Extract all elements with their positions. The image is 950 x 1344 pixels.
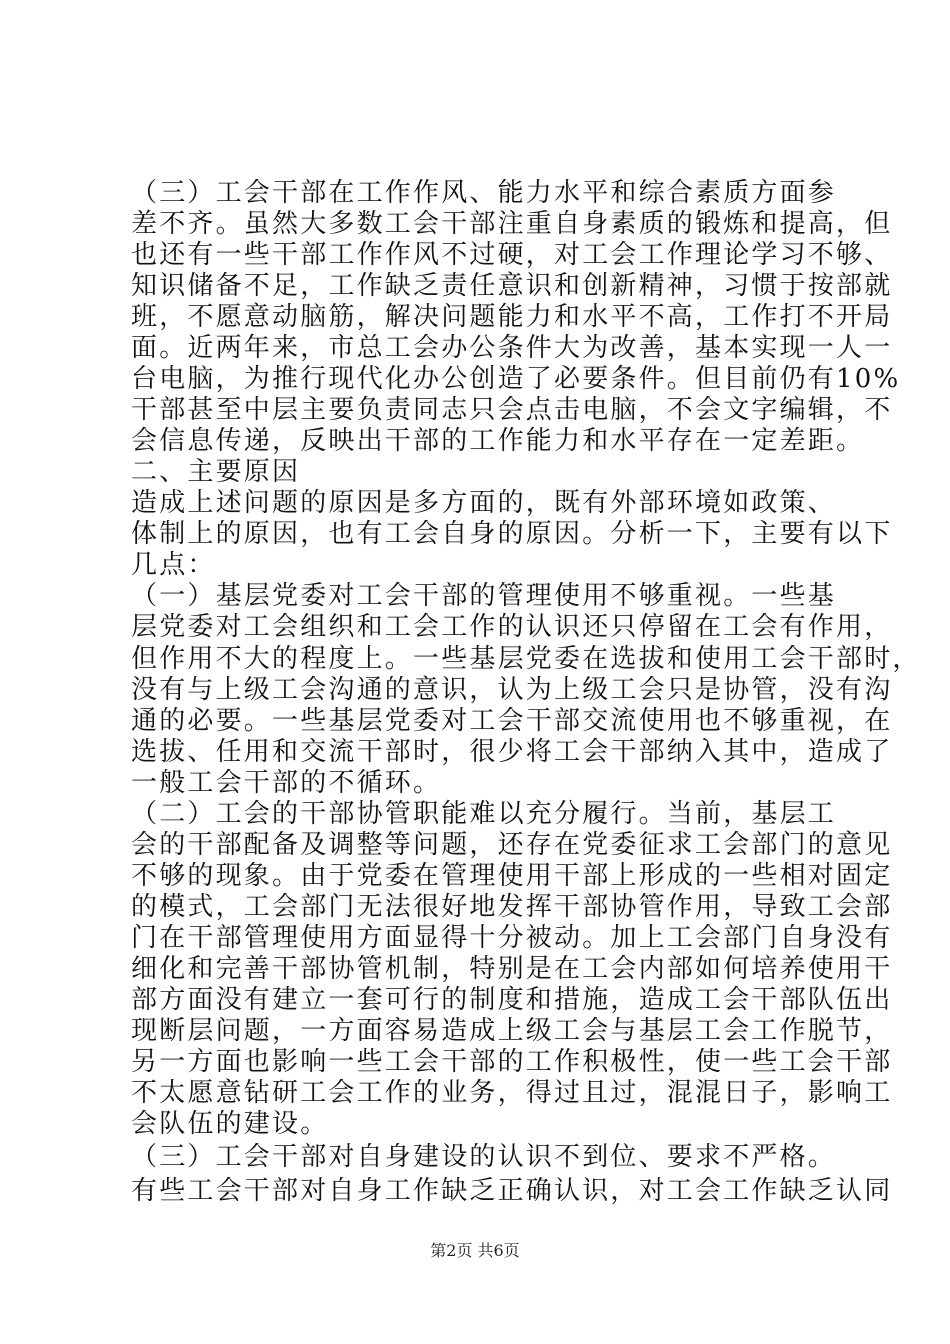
text-line: 有些工会干部对自身工作缺乏正确认识，对工会工作缺乏认同 [131, 1176, 893, 1206]
text-line: （三）工会干部在工作作风、能力水平和综合素质方面参 [131, 178, 837, 208]
text-line: 但作用不大的程度上。一些基层党委在选拔和使用工会干部时， [131, 644, 921, 674]
text-line: 台电脑，为推行现代化办公创造了必要条件。但目前仍有10% [131, 364, 901, 394]
text-line: 体制上的原因，也有工会自身的原因。分析一下，主要有以下 [131, 519, 893, 549]
text-line: 差不齐。虽然大多数工会干部注重自身素质的锻炼和提高，但 [131, 209, 893, 239]
text-line: 会队伍的建设。 [131, 1109, 329, 1139]
text-line: 没有与上级工会沟通的意识，认为上级工会只是协管，没有沟 [131, 675, 893, 705]
text-line: 门在干部管理使用方面显得十分被动。加上工会部门自身没有 [131, 923, 893, 953]
text-line: 另一方面也影响一些工会干部的工作积极性，使一些工会干部 [131, 1047, 893, 1077]
text-line: 二、主要原因 [131, 457, 301, 487]
text-line: 一般工会干部的不循环。 [131, 768, 442, 798]
text-line: 会信息传递，反映出干部的工作能力和水平存在一定差距。 [131, 426, 865, 456]
text-line: （二）工会的干部协管职能难以充分履行。当前，基层工 [131, 799, 837, 829]
text-line: 的模式，工会部门无法很好地发挥干部协管作用，导致工会部 [131, 892, 893, 922]
text-line: 干部甚至中层主要负责同志只会点击电脑，不会文字编辑，不 [131, 395, 893, 425]
text-line: 知识储备不足，工作缺乏责任意识和创新精神，习惯于按部就 [131, 271, 893, 301]
text-line: 面。近两年来，市总工会办公条件大为改善，基本实现一人一 [131, 333, 893, 363]
text-line: 也还有一些干部工作作风不过硬，对工会工作理论学习不够、 [131, 240, 893, 270]
text-line: 现断层问题，一方面容易造成上级工会与基层工会工作脱节， [131, 1016, 893, 1046]
text-line: 选拔、任用和交流干部时，很少将工会干部纳入其中，造成了 [131, 737, 893, 767]
text-line: （一）基层党委对工会干部的管理使用不够重视。一些基 [131, 581, 837, 611]
text-line: 不太愿意钻研工会工作的业务，得过且过，混混日子，影响工 [131, 1078, 893, 1108]
text-line: 细化和完善干部协管机制，特别是在工会内部如何培养使用干 [131, 954, 893, 984]
text-line: 几点： [131, 550, 216, 580]
text-line: 造成上述问题的原因是多方面的，既有外部环境如政策、 [131, 488, 837, 518]
text-line: 班，不愿意动脑筋，解决问题能力和水平不高，工作打不开局 [131, 302, 893, 332]
text-line: 部方面没有建立一套可行的制度和措施，造成工会干部队伍出 [131, 985, 893, 1015]
text-line: （三）工会干部对自身建设的认识不到位、要求不严格。 [131, 1142, 837, 1172]
text-line: 不够的现象。由于党委在管理使用干部上形成的一些相对固定 [131, 861, 893, 891]
text-line: 通的必要。一些基层党委对工会干部交流使用也不够重视，在 [131, 706, 893, 736]
page-footer: 第2页 共6页 [430, 1241, 520, 1260]
text-line: 会的干部配备及调整等问题，还存在党委征求工会部门的意见 [131, 830, 893, 860]
text-line: 层党委对工会组织和工会工作的认识还只停留在工会有作用， [131, 612, 893, 642]
